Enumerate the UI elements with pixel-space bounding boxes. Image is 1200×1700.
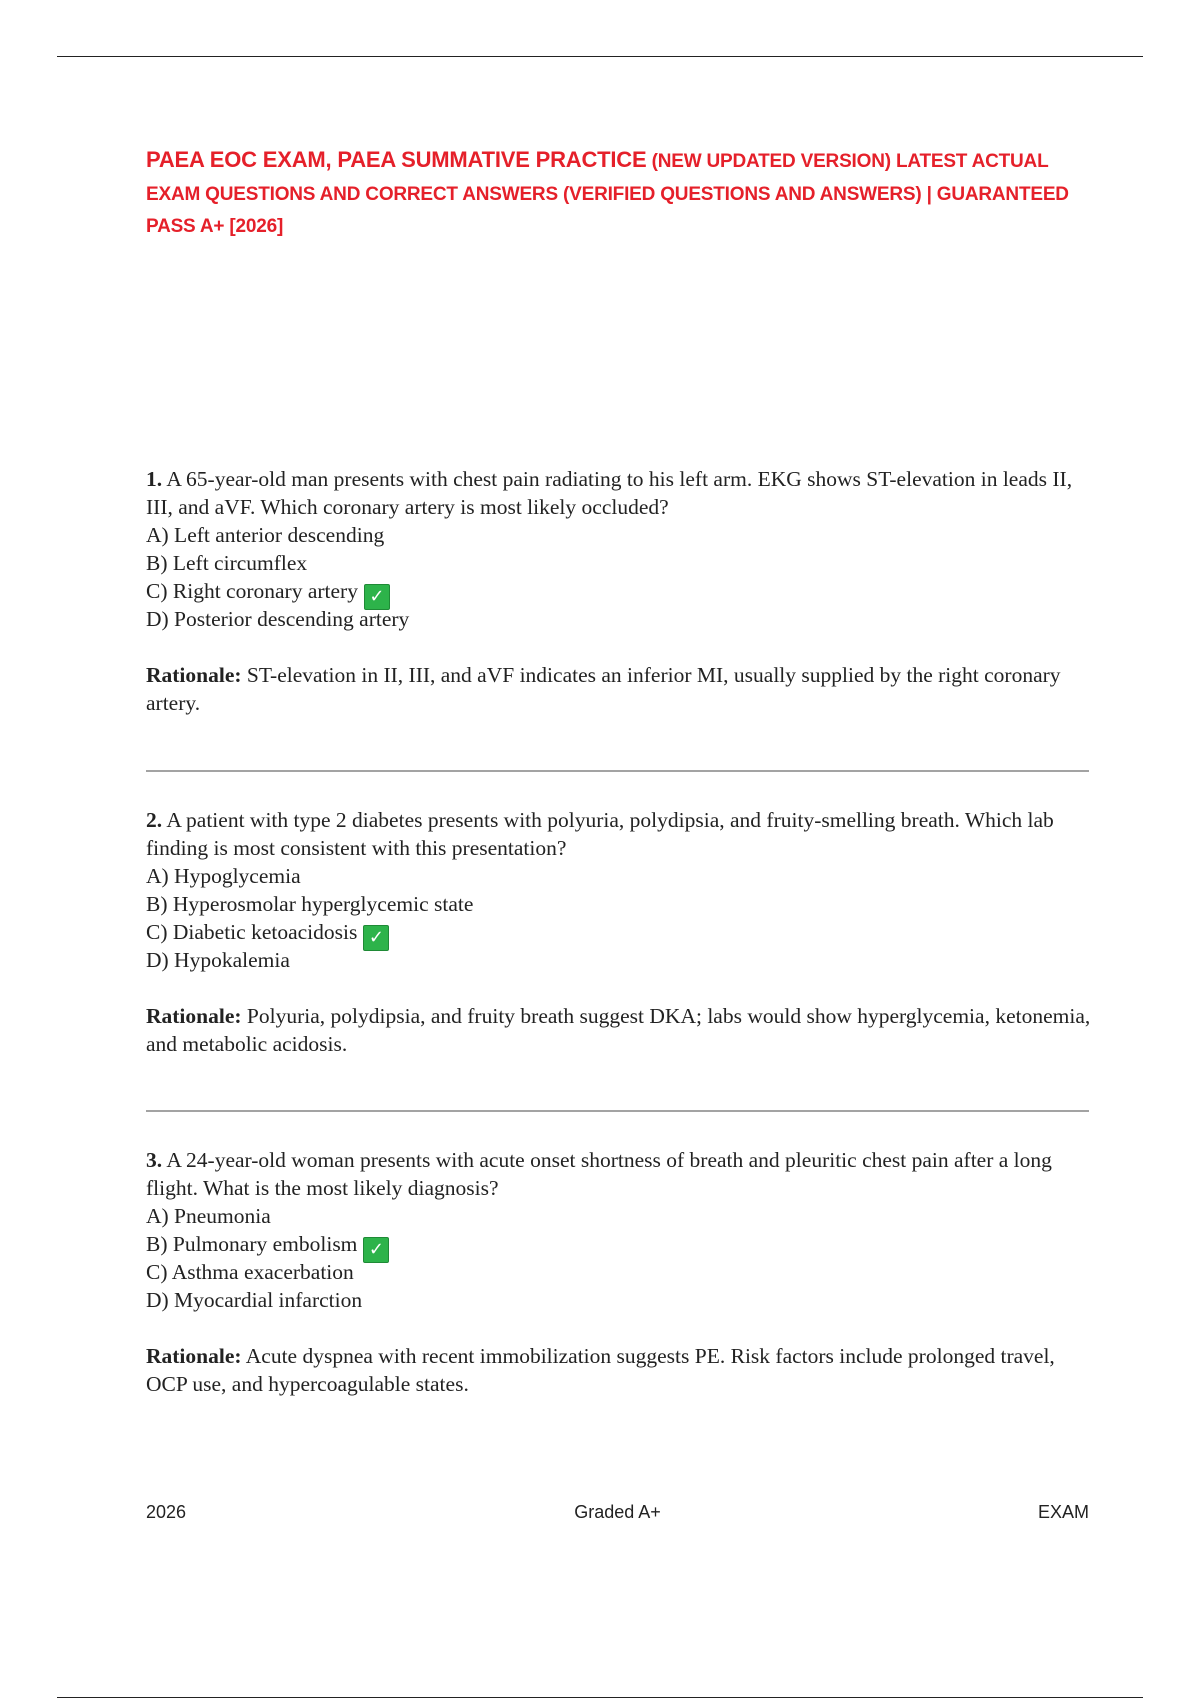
question-3 (146, 1146, 1096, 1398)
rationale (146, 1342, 1096, 1398)
check-mark-icon: ✓ (364, 584, 390, 610)
answer-option-d: D) Myocardial infarction (146, 1288, 363, 1312)
answer-option-b: B) Hyperosmolar hyperglycemic state (146, 892, 474, 916)
rationale-text: Polyuria, polydipsia, and fruity breath suggest DKA; labs would show hyperglycemia, ketonemia, and metabolic acidosis. (146, 1004, 1091, 1056)
question-number: 1. (146, 467, 163, 491)
rationale-label: Rationale: (146, 1004, 242, 1028)
answer-option-c: C) Diabetic ketoacidosis ✓ (146, 918, 1096, 946)
answer-option-d: D) Hypokalemia (146, 948, 290, 972)
section-divider (146, 1110, 1089, 1112)
title-main: PAEA EOC EXAM, PAEA SUMMATIVE PRACTICE (146, 147, 647, 172)
footer-grade: Graded A+ (574, 1502, 661, 1522)
question-text: A 65-year-old man presents with chest pain radiating to his left arm. EKG shows ST-elevation in leads II, III, and aVF. Which coronary artery is most likely occluded? (146, 467, 1073, 519)
rationale (146, 661, 1096, 717)
footer-label: EXAM (1037, 1502, 1089, 1522)
question-text: A 24-year-old woman presents with acute onset shortness of breath and pleuritic chest pain after a long flight. What is the most likely diagnosis? (146, 1148, 1052, 1200)
answer-options (146, 521, 1096, 633)
answer-option-c: C) Asthma exacerbation (146, 1260, 354, 1284)
question-2 (146, 806, 1096, 1058)
question-stem (146, 465, 1096, 521)
question-stem (146, 1146, 1096, 1202)
question-stem (146, 806, 1096, 862)
page-footer (146, 1502, 1089, 1528)
rationale-label: Rationale: (146, 1344, 242, 1368)
answer-options (146, 1202, 1096, 1314)
document-title (146, 144, 1106, 244)
answer-option-a: A) Left anterior descending (146, 523, 385, 547)
section-divider (146, 770, 1089, 772)
question-text: A patient with type 2 diabetes presents with polyuria, polydipsia, and fruity-smelling breath. Which lab finding is most consistent with this presentation? (146, 808, 1054, 860)
footer-year: 2026 (146, 1502, 187, 1522)
question-number: 2. (146, 808, 163, 832)
check-mark-icon: ✓ (363, 1237, 389, 1263)
rationale-label: Rationale: (146, 663, 242, 687)
question-1 (146, 465, 1096, 717)
rationale-text: Acute dyspnea with recent immobilization suggests PE. Risk factors include prolonged travel, OCP use, and hypercoagulable states. (146, 1344, 1055, 1396)
answer-option-d: D) Posterior descending artery (146, 607, 410, 631)
answer-option-c: C) Right coronary artery ✓ (146, 577, 1096, 605)
answer-option-a: A) Pneumonia (146, 1204, 271, 1228)
bottom-rule (57, 1697, 1143, 1698)
top-rule (57, 56, 1143, 57)
rationale (146, 1002, 1096, 1058)
answer-options (146, 862, 1096, 974)
answer-option-b: B) Left circumflex (146, 551, 308, 575)
check-mark-icon: ✓ (363, 925, 389, 951)
rationale-text: ST-elevation in II, III, and aVF indicates an inferior MI, usually supplied by the right coronary artery. (146, 663, 1061, 715)
answer-option-b: B) Pulmonary embolism ✓ (146, 1230, 1096, 1258)
question-number: 3. (146, 1148, 163, 1172)
answer-option-a: A) Hypoglycemia (146, 864, 301, 888)
title-subtitle: (NEW UPDATED VERSION) LATEST ACTUAL EXAM QUESTIONS AND CORRECT ANSWERS (VERIFIED QUESTIONS AND ANSWERS) | GUARANTEED PASS A+ [2026] (146, 151, 1069, 237)
